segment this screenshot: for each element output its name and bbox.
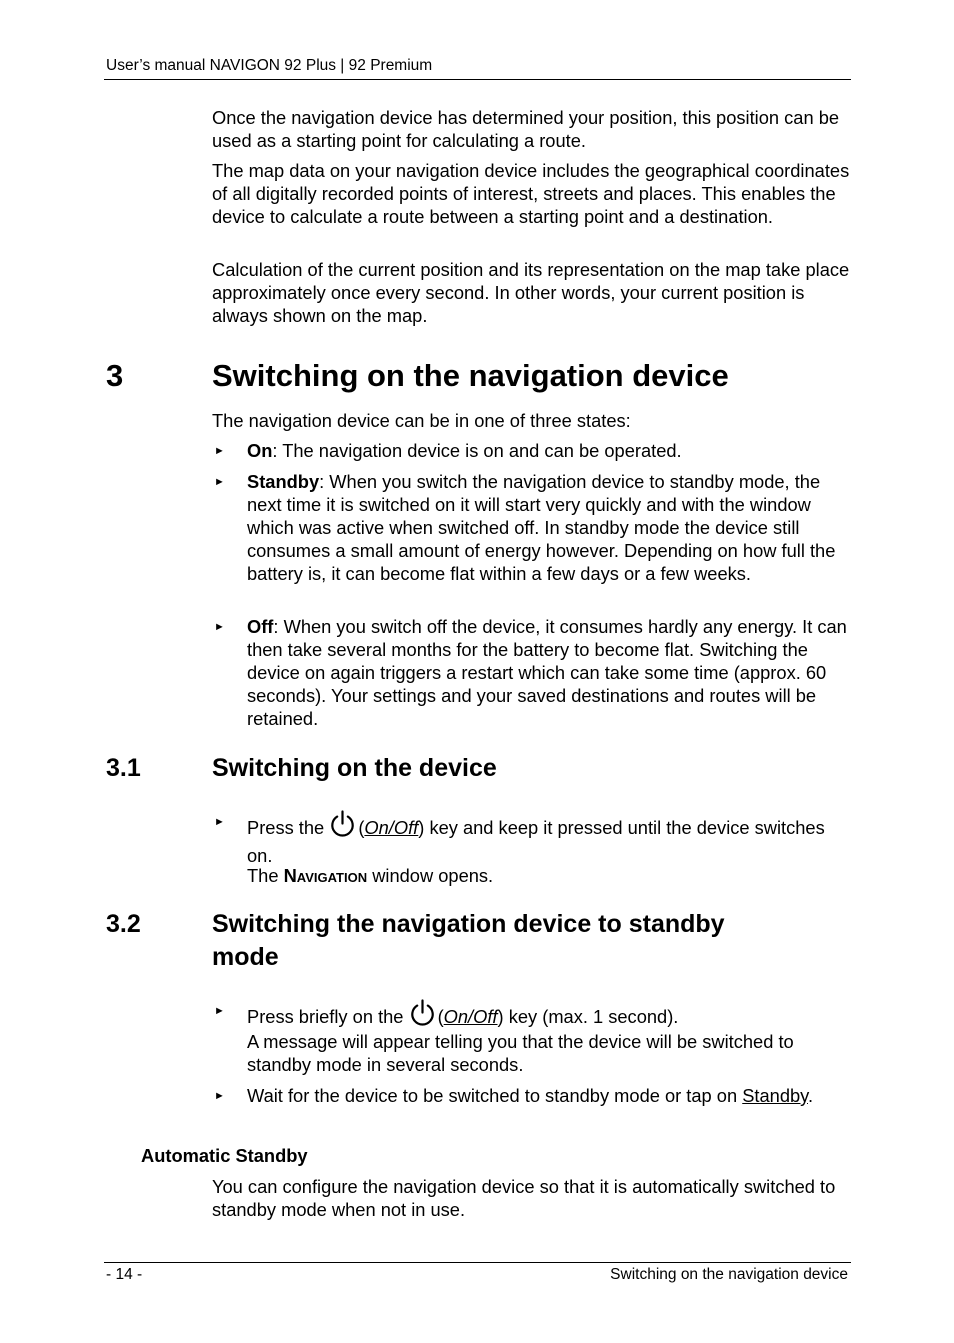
step-text: Press the [247, 817, 325, 838]
navigation-window-name: Navigation [283, 865, 368, 886]
state-term: On [247, 440, 273, 461]
step-text: Press briefly on the [247, 1006, 404, 1027]
state-term: Off [247, 616, 274, 637]
section-3-2-title-line-2: mode [212, 943, 279, 971]
step-text: ) key (max. 1 second). [497, 1006, 679, 1027]
state-standby [247, 470, 851, 585]
automatic-standby-heading: Automatic Standby [141, 1145, 308, 1166]
section-3-2-title-line-1: Switching the navigation device to standby [212, 910, 725, 938]
section-3-1-title: Switching on the device [212, 754, 497, 782]
step-text: . [807, 1085, 814, 1106]
standby-button-label: Standby [742, 1085, 808, 1106]
automatic-standby-text: You can configure the navigation device so that it is automatically switched to standby mode when not in use. [212, 1176, 836, 1220]
state-text: : When you switch off the device, it consumes hardly any energy. It can then take several months for the battery to become flat. Switching the device on again triggers a restart which can take some time (approx. 60 seconds). Your settings and your saved destinations and routes will be retained. [247, 616, 847, 729]
bullet-icon: ► [214, 816, 225, 828]
section-3-title: Switching on the navigation device [212, 358, 729, 393]
section-3-1-number: 3.1 [106, 754, 141, 782]
result-text: The [247, 865, 279, 886]
footer-rule [104, 1262, 851, 1263]
power-icon [329, 810, 356, 844]
state-text: : When you switch the navigation device to standby mode, the next time it is switched on it will start very quickly and with the window which was active when switched off. In standby mode the device still consumes a small amount of energy however. Depending on how full the battery is, it can become flat within a few days or a few weeks. [247, 471, 836, 584]
bullet-icon: ► [214, 1090, 225, 1102]
on-off-key-label: On/Off [364, 817, 419, 838]
state-off [247, 615, 851, 730]
standby-step-1: Press briefly on the (On/Off) key (max. 1 second). [247, 999, 851, 1033]
state-on [247, 439, 851, 462]
switch-on-step: Press the (On/Off) key and keep it pressed until the device switches on. [247, 810, 851, 867]
standby-step-2 [247, 1084, 851, 1107]
intro-paragraph-1: Once the navigation device has determined your position, this position can be used as a starting point for calculating a route. [212, 107, 840, 151]
step-text: Wait for the device to be switched to standby mode or tap on [247, 1085, 738, 1106]
bullet-icon: ► [214, 445, 225, 457]
state-text: : The navigation device is on and can be operated. [272, 440, 682, 461]
bullet-icon: ► [214, 476, 225, 488]
section-3-number: 3 [106, 358, 124, 393]
power-icon [409, 999, 436, 1033]
bullet-icon: ► [214, 621, 225, 633]
standby-message: A message will appear telling you that the device will be switched to standby mode in several seconds. [247, 1031, 794, 1075]
state-term: Standby [247, 471, 320, 492]
step-text: ) key and keep it pressed until the device switches on. [247, 817, 825, 866]
states-lead: The navigation device can be in one of three states: [212, 410, 631, 431]
page-number: - 14 - [106, 1266, 143, 1283]
footer-section-title: Switching on the navigation device [610, 1266, 848, 1283]
header-rule [104, 79, 851, 80]
intro-paragraph-3: Calculation of the current position and its representation on the map take place approximately once every second. In other words, your current position is always shown on the map. [212, 259, 850, 326]
bullet-icon: ► [214, 1005, 225, 1017]
running-header: User’s manual NAVIGON 92 Plus | 92 Premium [106, 57, 433, 74]
switch-on-result [247, 864, 851, 887]
on-off-key-label: On/Off [443, 1006, 498, 1027]
intro-paragraph-2: The map data on your navigation device includes the geographical coordinates of all digitally recorded points of interest, streets and places. This enables the device to calculate a route between a starting point and a destination. [212, 160, 850, 227]
result-text: window opens. [372, 865, 494, 886]
section-3-2-number: 3.2 [106, 910, 141, 938]
